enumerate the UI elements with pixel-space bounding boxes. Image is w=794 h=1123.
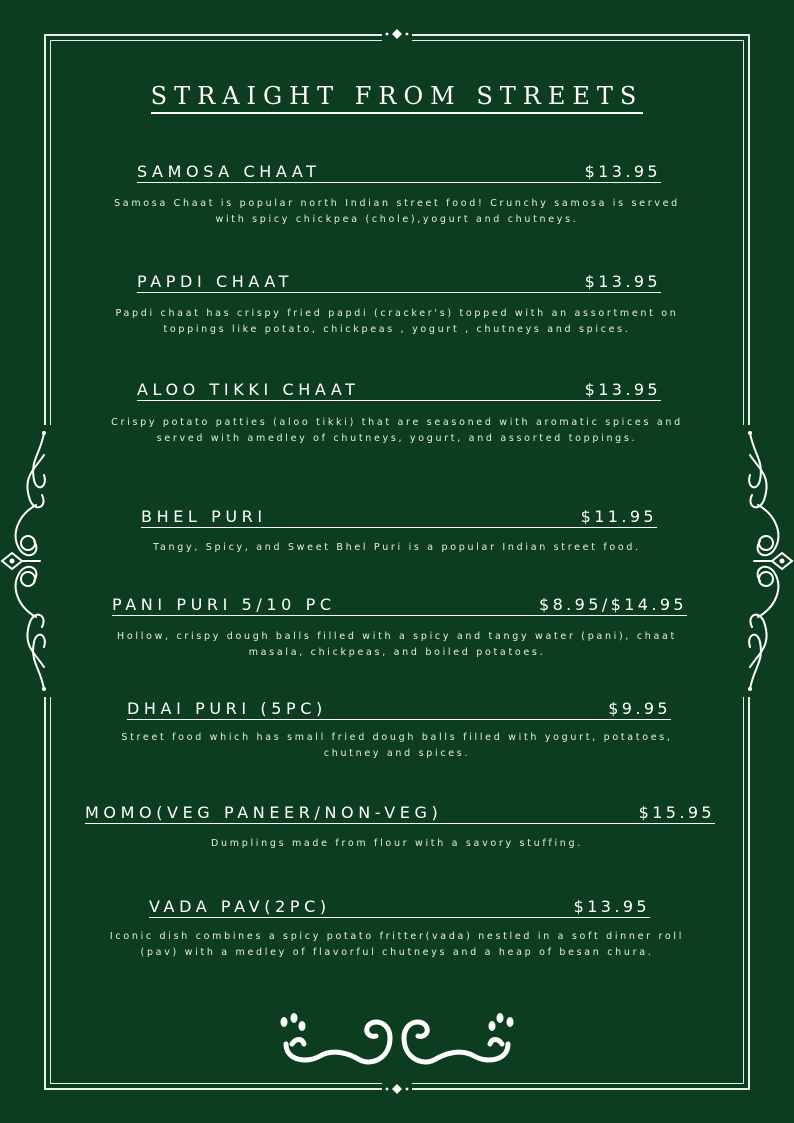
- item-price: $13.95: [584, 380, 661, 399]
- item-price: $11.95: [580, 507, 657, 526]
- top-diamond-icon: [382, 27, 412, 41]
- item-price: $15.95: [638, 803, 715, 822]
- right-scroll-ornament-icon: [734, 425, 794, 697]
- left-scroll-ornament-icon: [0, 425, 60, 697]
- item-name: BHEL PURI: [141, 507, 267, 526]
- item-price: $13.95: [573, 897, 650, 916]
- menu-item-header: [141, 505, 657, 528]
- menu-item-header: [137, 378, 661, 401]
- item-description: Iconic dish combines a spicy potato fritter(vada) nestled in a soft dinner roll (pav) with a medley of flavorful chutneys and a heap of besan chura.: [109, 931, 685, 958]
- item-description: Tangy, Spicy, and Sweet Bhel Puri is a popular Indian street food.: [153, 542, 641, 553]
- menu-item-header: [127, 697, 671, 720]
- item-description: Dumplings made from flour with a savory stuffing.: [211, 838, 583, 849]
- item-name: PAPDI CHAAT: [137, 272, 294, 291]
- menu-item-header: [112, 593, 687, 616]
- item-name: ALOO TIKKI CHAAT: [137, 380, 360, 399]
- item-description: Papdi chaat has crispy fried papdi (cracker's) topped with an assortment on toppings like potato, chickpeas , yogurt , chutneys and spices.: [115, 308, 679, 335]
- item-description: Hollow, crispy dough balls filled with a spicy and tangy water (pani), chaat masala, chickpeas, and boiled potatoes.: [117, 631, 677, 658]
- menu-item-header: [137, 160, 661, 183]
- item-price: $13.95: [584, 162, 661, 181]
- item-price: $8.95/$14.95: [539, 595, 687, 614]
- menu-item-header: [137, 270, 661, 293]
- item-price: $9.95: [608, 699, 671, 718]
- bottom-diamond-icon: [382, 1082, 412, 1096]
- item-name: MOMO(VEG PANEER/NON-VEG): [85, 803, 443, 822]
- item-name: DHAI PURI (5PC): [127, 699, 327, 718]
- bottom-flourish-icon: [272, 1008, 522, 1070]
- item-description: Samosa Chaat is popular north Indian street food! Crunchy samosa is served with spicy chickpea (chole),yogurt and chutneys.: [114, 198, 680, 225]
- menu-item-header: [149, 895, 650, 918]
- item-description: Crispy potato patties (aloo tikki) that are seasoned with aromatic spices and served with amedley of chutneys, yogurt, and assorted toppings.: [111, 417, 683, 444]
- item-name: PANI PURI 5/10 PC: [112, 595, 336, 614]
- item-name: SAMOSA CHAAT: [137, 162, 321, 181]
- item-description: Street food which has small fried dough balls filled with yogurt, potatoes, chutney and spices.: [121, 732, 673, 759]
- item-name: VADA PAV(2PC): [149, 897, 331, 916]
- item-price: $13.95: [584, 272, 661, 291]
- menu-item-header: [85, 801, 715, 824]
- menu-title: STRAIGHT FROM STREETS: [0, 82, 794, 110]
